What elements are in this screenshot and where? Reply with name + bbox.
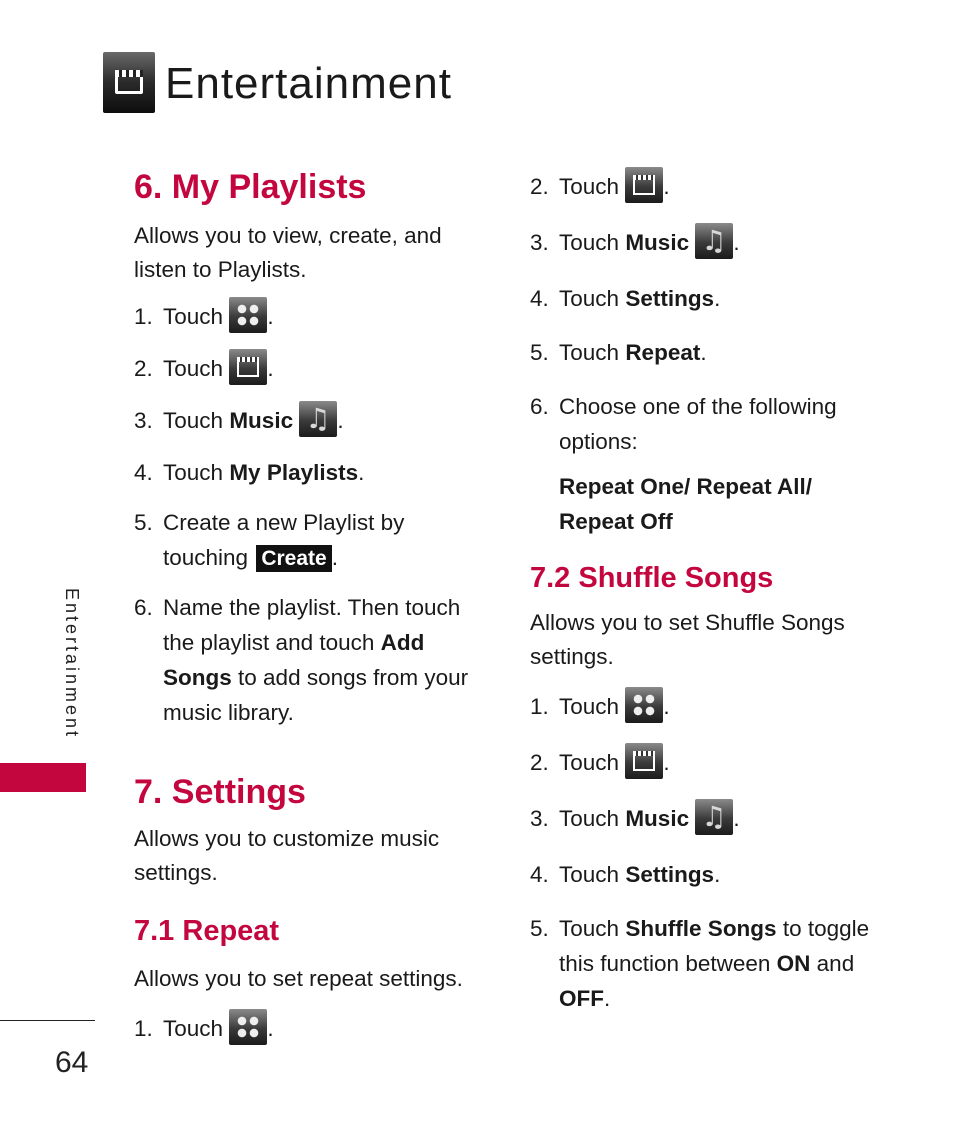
section-heading-my-playlists: 6. My Playlists <box>134 168 367 206</box>
subsection-heading-shuffle-songs: 7.2 Shuffle Songs <box>530 562 774 595</box>
list-item: 4. Touch Settings. <box>530 286 721 312</box>
music-note-icon <box>695 223 733 259</box>
my-playlists-intro: Allows you to view, create, and listen to Playlists. <box>134 223 442 282</box>
list-item: 1. Touch . <box>134 299 489 336</box>
section-heading-settings: 7. Settings <box>134 773 306 812</box>
list-item: 1. Touch . <box>530 689 885 726</box>
page-title: Entertainment <box>165 59 452 108</box>
side-tab-marker <box>0 763 86 792</box>
repeat-intro: Allows you to set repeat settings. <box>134 966 463 992</box>
list-item: 2. Touch . <box>134 351 489 388</box>
list-item: 1. Touch . <box>134 1011 489 1048</box>
settings-intro: Allows you to customize music settings. <box>134 826 440 886</box>
menu-grid-icon <box>625 687 663 723</box>
list-item: 2. Touch . <box>530 745 885 782</box>
menu-grid-icon <box>229 297 267 333</box>
list-item: 4. Touch My Playlists. <box>134 460 365 486</box>
menu-grid-icon <box>229 1009 267 1045</box>
footer-rule <box>0 1020 95 1021</box>
page-number: 64 <box>55 1046 89 1079</box>
music-note-icon <box>695 799 733 835</box>
repeat-options: Repeat One/ Repeat All/ Repeat Off <box>559 474 812 535</box>
list-item: 6. Name the playlist. Then touch the playlist and touch Add Songs to add songs from your music library. <box>134 595 469 726</box>
side-tab-label: Entertainment <box>62 588 82 740</box>
list-item: 4. Touch Settings. <box>530 862 721 888</box>
left-column <box>134 165 489 1048</box>
list-item: 5. Create a new Playlist by touching Create . <box>134 510 405 571</box>
clapperboard-icon <box>229 349 267 385</box>
list-item: 6. Choose one of the following options: <box>530 394 837 455</box>
subsection-heading-repeat: 7.1 Repeat <box>134 915 280 948</box>
list-item: 3. Touch Music ♫ . <box>530 801 885 838</box>
list-item: 3. Touch Music ♫ . <box>530 225 885 262</box>
clapperboard-icon <box>625 167 663 203</box>
create-button[interactable]: Create <box>256 545 331 572</box>
list-item: 5. Touch Repeat. <box>530 340 707 366</box>
right-column <box>530 165 885 1016</box>
list-item: 3. Touch Music ♫ . <box>134 403 489 440</box>
shuffle-intro: Allows you to set Shuffle Songs settings. <box>530 610 845 670</box>
music-note-icon <box>299 401 337 437</box>
clapperboard-icon <box>103 52 155 113</box>
list-item: 5. Touch Shuffle Songs to toggle this function between ON and OFF. <box>530 916 870 1012</box>
list-item: 2. Touch . <box>530 169 885 206</box>
clapperboard-icon <box>625 743 663 779</box>
